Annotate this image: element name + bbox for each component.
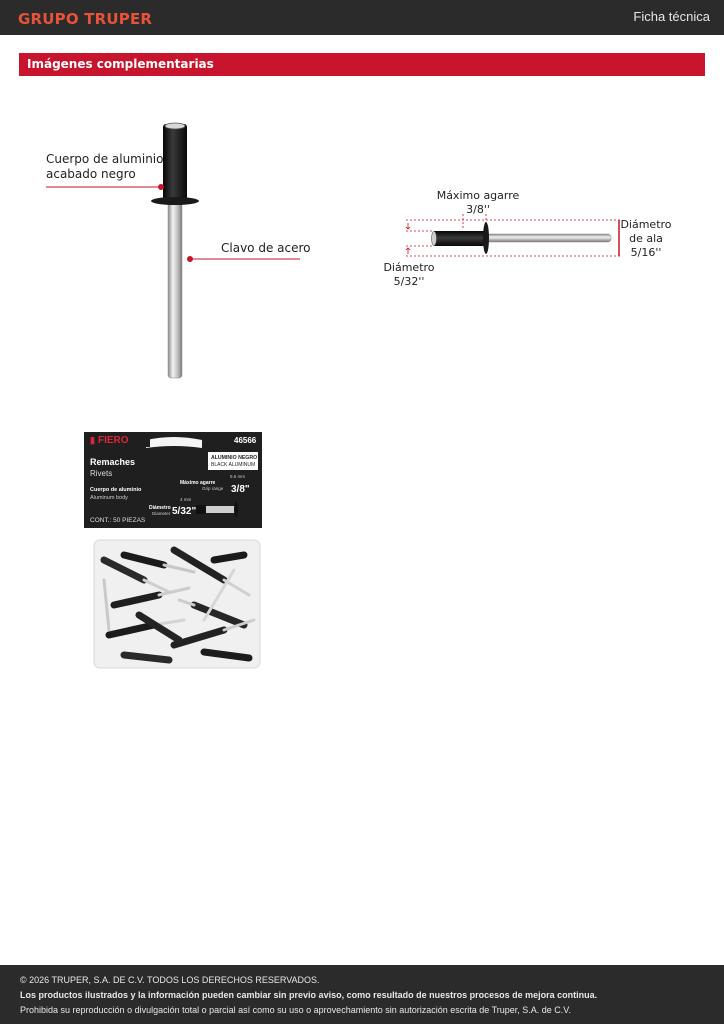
grip-value: 3/8''	[466, 203, 490, 216]
package-grip-label-en: Grip range	[202, 486, 224, 491]
package-brand: FIERO	[98, 435, 129, 446]
body-callout	[46, 152, 164, 182]
diameter-dimension	[380, 261, 438, 289]
package-grip-value: 3/8"	[231, 484, 250, 495]
package-diam-value: 5/32"	[172, 506, 197, 517]
package-diam-label: Diámetro	[149, 505, 171, 511]
nail-callout: Clavo de acero	[221, 241, 311, 255]
package-body-en: Aluminum body	[90, 495, 128, 501]
package-code: 46566	[234, 436, 257, 445]
package-grip-mm: 9.5 mm	[230, 474, 246, 479]
package-tag-line2: BLACK ALUMINUM	[211, 462, 256, 468]
flange-value: 5/16''	[630, 246, 662, 259]
package-body-es: Cuerpo de aluminio	[90, 487, 142, 493]
section-title: Imágenes complementarias	[27, 57, 214, 71]
package-diam-mm: 4 mm	[180, 497, 192, 502]
footer-prohibition: Prohibida su reproducción o divulgación total o parcial así como su uso o aprovechamiento sin autorización escrita de Truper, S.A. de C.V.	[20, 1005, 571, 1015]
diameter-value: 5/32''	[393, 275, 425, 288]
footer-notice: Los productos ilustrados y la información pueden cambiar sin previo aviso, como resultado de nuestros procesos de mejora continua.	[20, 990, 598, 1000]
package-diam-label-en: Diameter	[152, 511, 171, 516]
brand-logo: GRUPO TRUPER	[18, 10, 153, 28]
document-type: Ficha técnica	[633, 9, 710, 24]
grip-dimension	[433, 189, 523, 217]
package-title-en: Rivets	[90, 469, 113, 478]
diameter-label: Diámetro	[383, 261, 435, 274]
footer-copyright: © 2026 TRUPER, S.A. DE C.V. TODOS LOS DERECHOS RESERVADOS.	[20, 975, 320, 985]
svg-text:▮: ▮	[90, 435, 95, 445]
body-callout-line2: acabado negro	[46, 167, 136, 181]
package-count: CONT.: 50 PIEZAS	[90, 517, 146, 524]
package-image	[84, 430, 264, 675]
footer	[0, 965, 724, 1024]
flange-label-line2: de ala	[629, 232, 663, 245]
package-title-es: Remaches	[90, 457, 136, 467]
package-grip-label: Máximo agarre	[180, 480, 216, 486]
grip-label: Máximo agarre	[436, 189, 520, 202]
body-callout-line1: Cuerpo de aluminio	[46, 152, 164, 166]
flange-dimension	[620, 218, 672, 260]
package-tag-line1: ALUMINIO NEGRO	[211, 455, 258, 461]
flange-label-line1: Diámetro	[620, 218, 672, 231]
